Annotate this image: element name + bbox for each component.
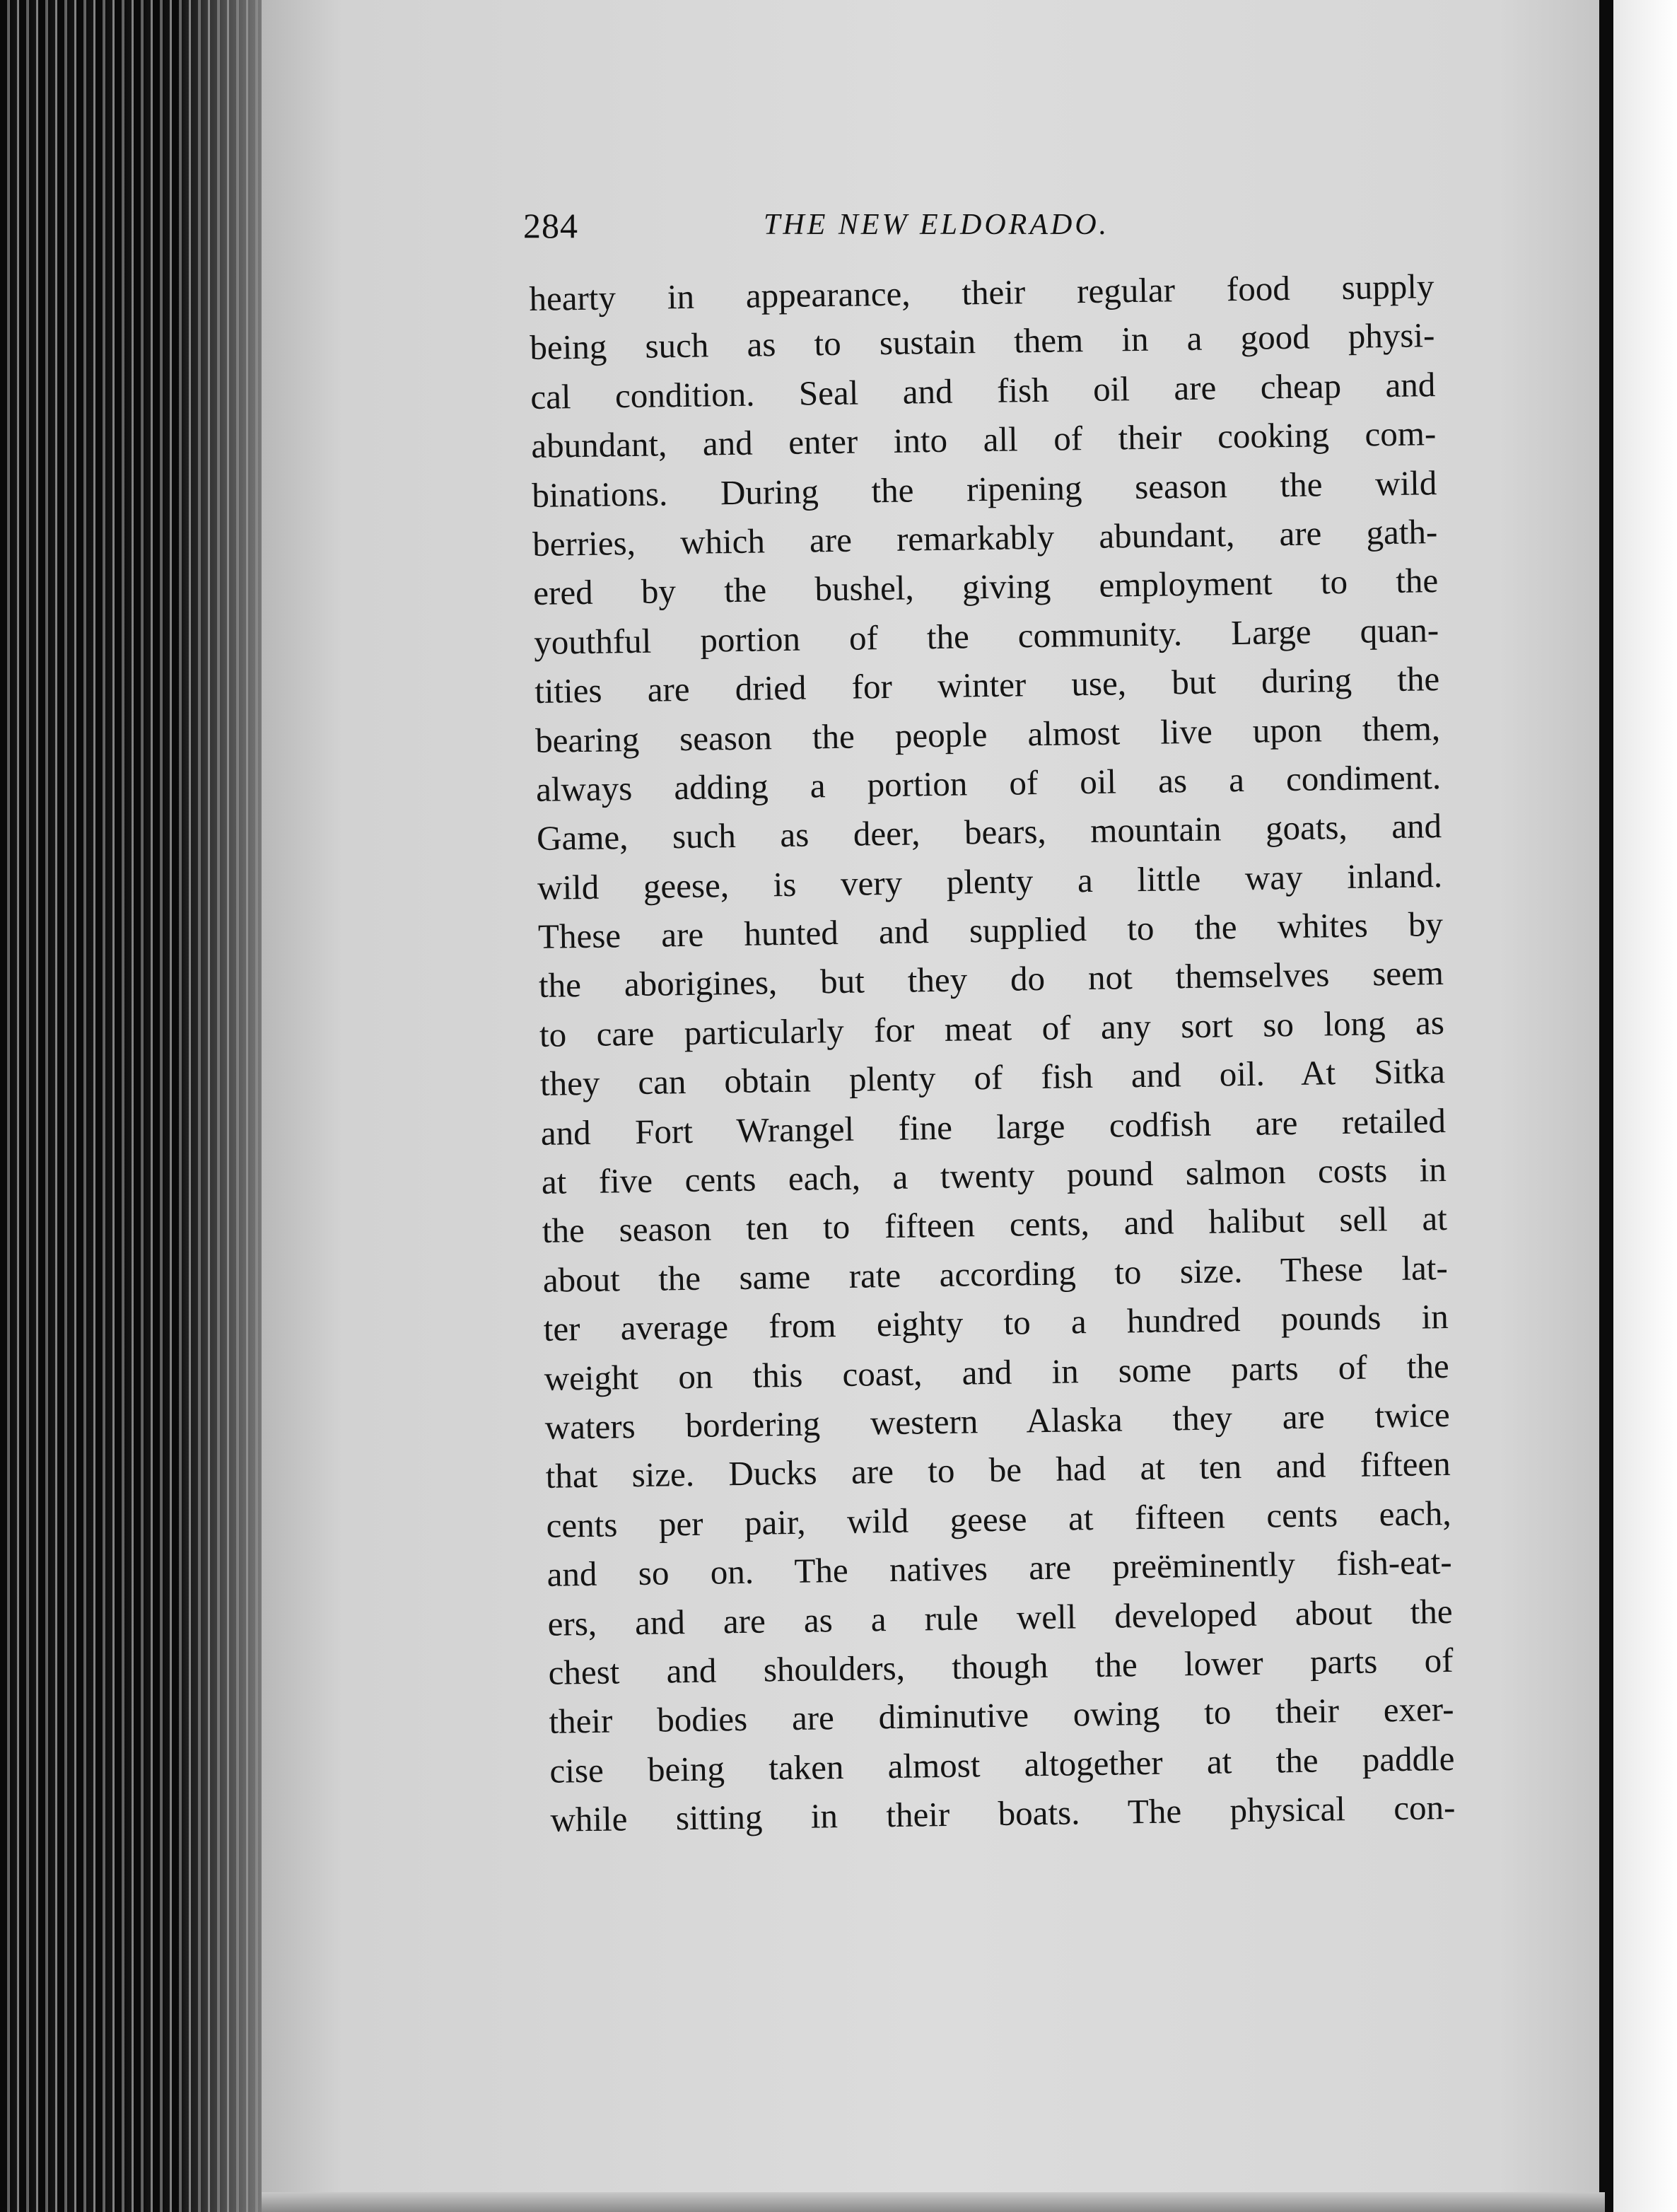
text-line: ter average from eighty to a hundred pounds in <box>543 1297 1449 1349</box>
text-line: weight on this coast, and in some parts of the <box>544 1346 1450 1398</box>
text-line: waters bordering western Alaska they are twice <box>544 1395 1451 1447</box>
text-line: youthful portion of the community. Large quan- <box>533 610 1439 662</box>
text-line: Game, such as deer, bears, mountain goats, and <box>536 806 1442 858</box>
text-line: ers, and are as a rule well developed about the <box>547 1591 1453 1643</box>
right-gutter-line <box>1599 0 1613 2212</box>
text-line: tities are dried for winter use, but during the <box>534 659 1440 711</box>
text-line: that size. Ducks are to be had at ten and fifteen <box>545 1444 1451 1496</box>
text-line: being such as to sustain them in a good physi- <box>530 315 1435 368</box>
body-text <box>529 262 1456 1844</box>
page-header <box>523 205 1428 262</box>
text-line: the season ten to fifteen cents, and halibut sell at <box>542 1199 1448 1251</box>
text-line: to care particularly for meat of any sort so long as <box>539 1002 1445 1054</box>
text-line: wild geese, is very plenty a little way inland. <box>537 855 1443 907</box>
text-line: berries, which are remarkably abundant, are gath- <box>532 512 1438 564</box>
text-line: about the same rate according to size. These lat- <box>542 1247 1449 1300</box>
text-line: cal condition. Seal and fish oil are cheap and <box>530 364 1436 417</box>
text-line: abundant, and enter into all of their cooking com- <box>531 414 1437 466</box>
text-line: bearing season the people almost live upon them, <box>534 708 1441 760</box>
page-number: 284 <box>523 206 578 245</box>
text-line: they can obtain plenty of fish and oil. At Sitka <box>539 1052 1446 1104</box>
text-line: binations. During the ripening season the wild <box>531 462 1437 515</box>
text-line: cise being taken almost altogether at the paddle <box>549 1738 1455 1791</box>
text-line: ered by the bushel, giving employment to the <box>532 561 1439 613</box>
text-line: at five cents each, a twenty pound salmon costs in <box>541 1150 1447 1201</box>
page-bottom-edge <box>262 2192 1605 2212</box>
text-line: their bodies are diminutive owing to their exer- <box>549 1689 1454 1742</box>
text-line: and so on. The natives are preëminently fish-eat- <box>547 1542 1452 1594</box>
text-line: cents per pair, wild geese at fifteen cents each, <box>546 1493 1451 1545</box>
text-line: and Fort Wrangel fine large codfish are retailed <box>540 1100 1447 1153</box>
text-line: These are hunted and supplied to the whites by <box>537 904 1444 956</box>
text-line: chest and shoulders, though the lower parts of <box>548 1640 1454 1692</box>
text-line: hearty in appearance, their regular food supply <box>529 267 1434 318</box>
running-head: THE NEW ELDORADO. <box>764 209 1110 241</box>
text-line: the aborigines, but they do not themselves seem <box>538 953 1444 1006</box>
text-line: always adding a portion of oil as a condiment. <box>535 757 1442 809</box>
right-margin-strip <box>1613 0 1677 2212</box>
text-line: while sitting in their boats. The physical con- <box>550 1788 1456 1839</box>
page-edge-shading <box>177 0 269 2212</box>
